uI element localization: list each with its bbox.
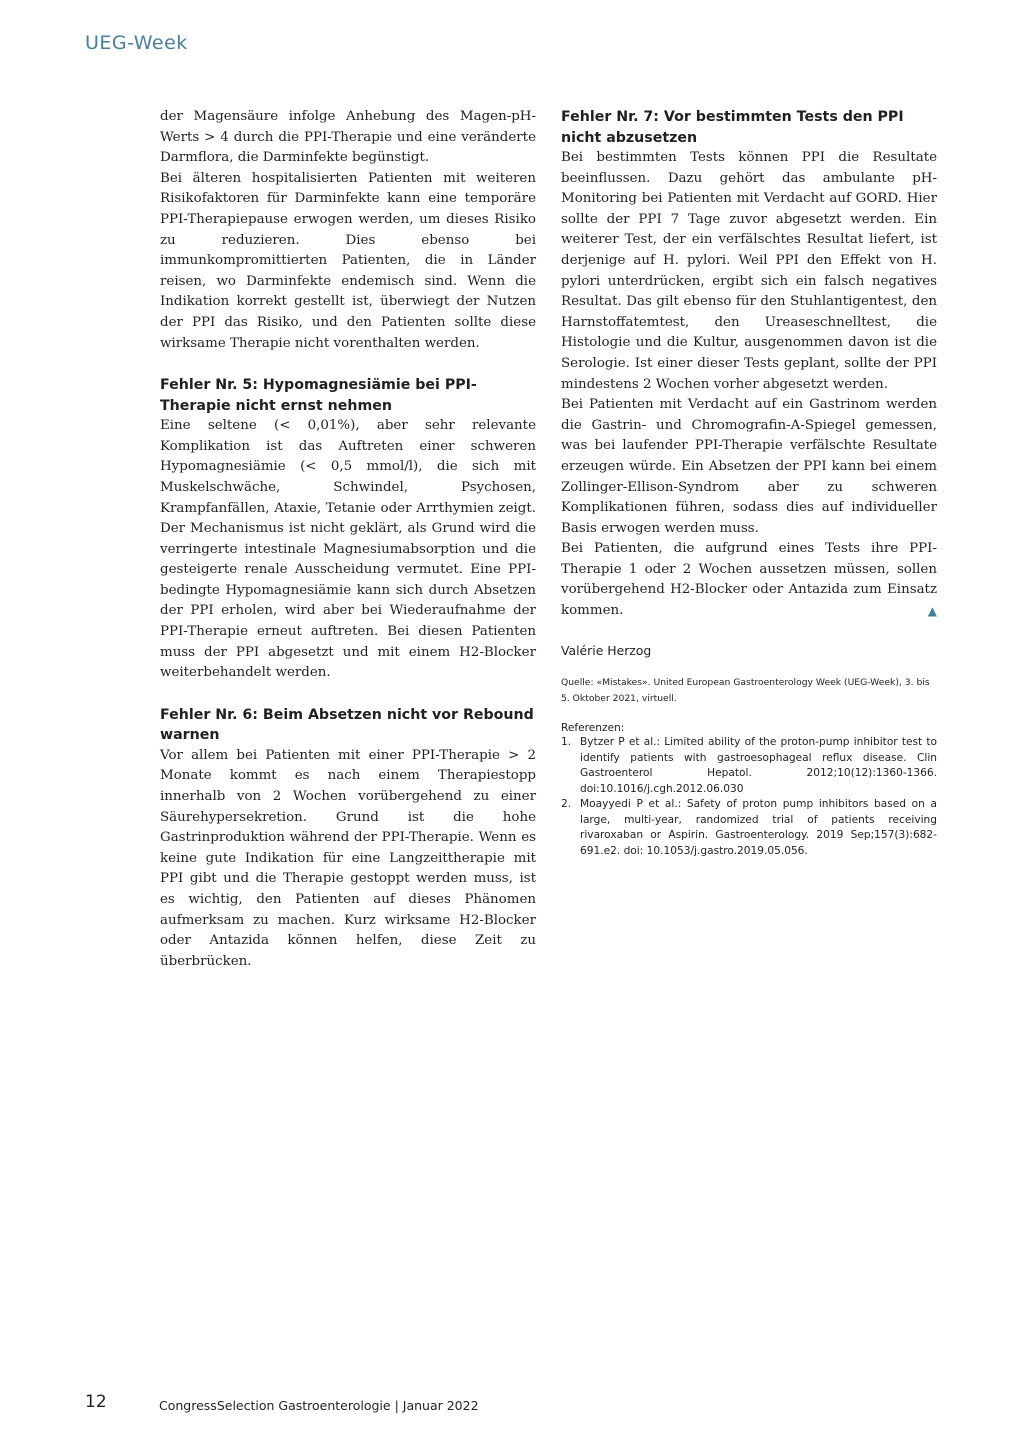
references-list <box>561 735 937 859</box>
publication-footer: CongressSelection Gastroenterologie | Januar 2022 <box>159 1398 479 1413</box>
reference-number: 2. <box>561 798 572 811</box>
left-column <box>160 107 536 972</box>
reference-text: Bytzer P et al.: Limited ability of the proton-pump inhibitor test to identify patients with gastroesophageal reflux disease. Clin Gastroenterol Hepatol. 2012;10(12):1360-1366. doi:10.1016/j.cgh.2012.06.030 <box>580 736 937 795</box>
heading-error-5: Fehler Nr. 5: Hypomagnesiämie bei PPI-Therapie nicht ernst nehmen <box>160 377 477 414</box>
paragraph-error-7-gastrinoma: Bei Patienten mit Verdacht auf ein Gastrinom werden die Gastrin- und Chromografin-A-Spiegel gemessen, was bei laufender PPI-Therapie verfälschte Resultate erzeugen würde. Ein Absetzen der PPI kann bei einem Zollinger-Ellison-Syndrom aber zu schweren Komplikationen führen, sodass dies auf individueller Basis erwogen werden muss. <box>561 397 937 536</box>
heading-error-6: Fehler Nr. 6: Beim Absetzen nicht vor Rebound warnen <box>160 706 534 744</box>
closing-text: Bei Patienten, die aufgrund eines Tests ihre PPI-Therapie 1 oder 2 Wochen aussetzen müssen, sollen vorübergehend H2-Blocker oder Antazida zum Einsatz kommen. <box>561 541 937 619</box>
paragraph-error-7-closing <box>561 539 937 621</box>
source-note: Quelle: «Mistakes». United European Gastroenterology Week (UEG-Week), 3. bis 5. Oktober 2021, virtuell. <box>561 676 930 704</box>
reference-number: 1. <box>561 736 572 749</box>
reference-text: Moayyedi P et al.: Safety of proton pump inhibitors based on a large, multi-year, randomized trial of patients receiving rivaroxaban or Aspirin. Gastroenterology. 2019 Sep;157(3):682-691.e2. doi: 10.1053/j.gastro.2019.05.056. <box>580 798 937 857</box>
heading-error-7: Fehler Nr. 7: Vor bestimmten Tests den PPI nicht abzusetzen <box>561 109 904 146</box>
paragraph-error-5: Eine seltene (< 0,01%), aber sehr relevante Komplikation ist das Auftreten einer schweren Hypomagnesiämie (< 0,5 mmol/l), die sich mit Muskelschwäche, Schwindel, Psychosen, Krampfanfällen, Ataxie, Tetanie oder Arrthymien zeigt. Der Mechanismus ist nicht geklärt, als Grund wird die verringerte intestinale Magnesiumabsorption und die gesteigerte renale Ausscheidung vermutet. Eine PPI-bedingte Hypomagnesiämie kann sich durch Absetzen der PPI erholen, wird aber bei Wiederaufnahme der PPI-Therapie erneut auftreten. Bei diesen Patienten muss der PPI abgesetzt und mit einem H2-Blocker weiterbehandelt werden. <box>160 418 536 681</box>
page-number: 12 <box>85 1392 107 1412</box>
running-header: UEG-Week <box>85 32 188 54</box>
paragraph-intro-continuation: der Magensäure infolge Anhebung des Magen-pH-Werts > 4 durch die PPI-Therapie und eine veränderte Darmflora, die Darminfekte begünstigt. <box>160 109 536 166</box>
paragraph-error-7-tests: Bei bestimmten Tests können PPI die Resultate beeinflussen. Dazu gehört das ambulante pH-Monitoring bei Patienten mit Verdacht auf GORD. Hier sollte der PPI 7 Tage zuvor abgesetzt werden. Ein weiterer Test, der ein verfälschtes Resultat liefert, ist derjenige auf H. pylori. Weil PPI den Effekt von H. pylori unterdrücken, ergibt sich ein falsch negatives Resultat. Das gilt ebenso für den Stuhlantigentest, den Harnstoffatemtest, den Ureaseschnelltest, die Histologie und die Kultur, ausgenommen davon ist die Serologie. Ist einer dieser Tests geplant, sollte der PPI mindestens 2 Wochen vorher abgesetzt werden. <box>561 150 937 392</box>
triangle-up-icon: ▲ <box>927 604 937 619</box>
right-column <box>561 107 937 859</box>
references-heading: Referenzen: <box>561 721 625 734</box>
paragraph-risk-factors: Bei älteren hospitalisierten Patienten mit weiteren Risikofaktoren für Darminfekte kann eine temporäre PPI-Therapiepause erwogen werden, um dieses Risiko zu reduzieren. Dies ebenso bei immunkompromittierten Patienten, die in Länder reisen, wo Darminfekte endemisch sind. Wenn die Indikation korrekt gestellt ist, überwiegt der Nutzen der PPI das Risiko, und den Patienten sollte diese wirksame Therapie nicht vorenthalten werden. <box>160 170 536 351</box>
reference-item <box>561 735 937 797</box>
paragraph-error-6: Vor allem bei Patienten mit einer PPI-Therapie > 2 Monate kommt es nach einem Therapiestopp innerhalb von 2 Wochen vorübergehend zu einer Säurehypersekretion. Grund ist die hohe Gastrinproduktion während der PPI-Therapie. Wenn es keine gute Indikation für eine Langzeittherapie mit PPI gibt und die Therapie gestoppt werden muss, ist es wichtig, den Patienten auf dieses Phänomen aufmerksam zu machen. Kurz wirksame H2-Blocker oder Antazida können helfen, diese Zeit zu überbrücken. <box>160 747 536 969</box>
author-name: Valérie Herzog <box>561 642 652 658</box>
reference-item <box>561 797 937 859</box>
